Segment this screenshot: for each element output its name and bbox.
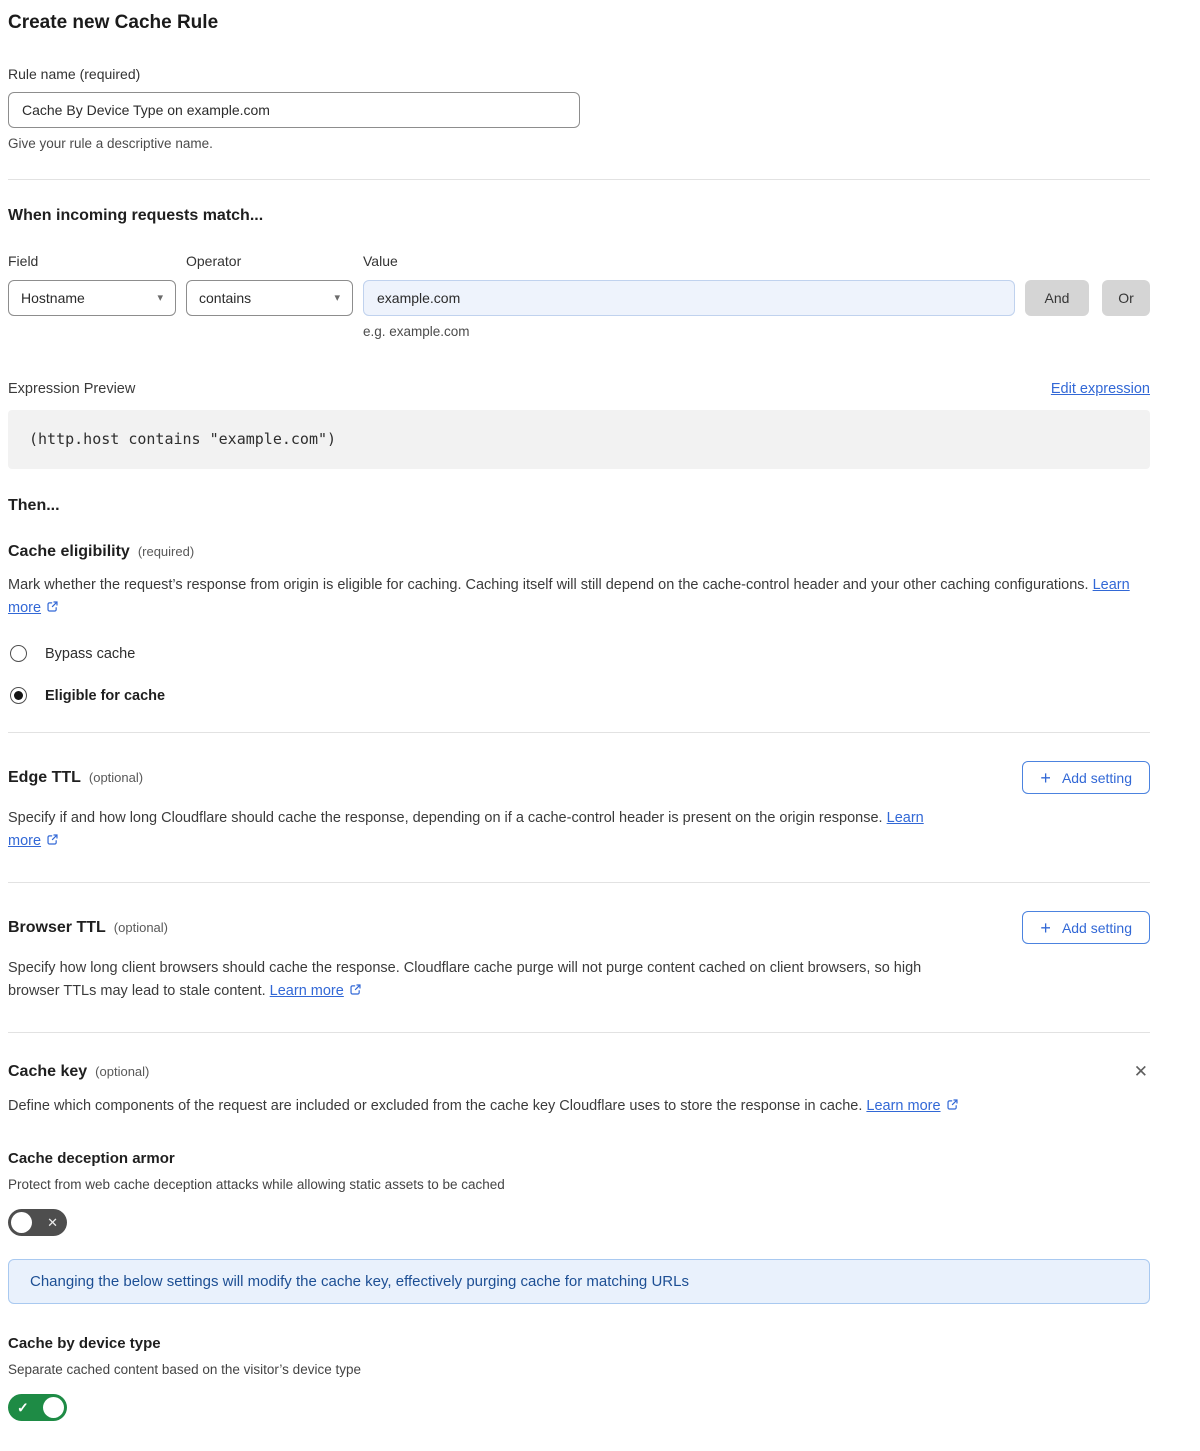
- cache-key-heading: Cache key: [8, 1062, 88, 1080]
- optional-tag: (optional): [95, 1063, 150, 1079]
- edge-ttl-description-text: Specify if and how long Cloudflare should cache the response, depending on if a cache-control header is present on the origin response.: [8, 810, 883, 826]
- cache-eligibility-header: [8, 543, 1150, 561]
- add-setting-label: Add setting: [1061, 919, 1132, 936]
- cache-eligibility-heading: Cache eligibility: [8, 543, 130, 560]
- page-title: Create new Cache Rule: [8, 12, 219, 33]
- chevron-down-icon: ▾: [334, 291, 340, 304]
- external-link-icon: [946, 1096, 959, 1119]
- edge-ttl-header: [8, 761, 1150, 794]
- browser-ttl-heading: Browser TTL: [8, 918, 106, 936]
- expression-preview-box: [8, 410, 1150, 469]
- value-hint: e.g. example.com: [363, 324, 470, 339]
- browser-ttl-description-text: Specify how long client browsers should cache the response. Cloudflare cache purge will not purge content cached on client browsers, so high browser TTLs may lead to stale content.: [8, 960, 922, 999]
- value-input[interactable]: [363, 280, 1015, 316]
- operator-label: Operator: [186, 253, 242, 269]
- radio-label[interactable]: Eligible for cache: [45, 687, 166, 704]
- cache-key-warning-banner: Changing the below settings will modify the cache key, effectively purging cache for matching URLs: [8, 1259, 1150, 1304]
- operator-select-value: contains: [199, 290, 252, 306]
- field-select[interactable]: [8, 280, 176, 316]
- cache-key-description-text: Define which components of the request are included or excluded from the cache key Cloudflare uses to store the response in cache.: [8, 1098, 863, 1114]
- expression-code: (http.host contains "example.com"): [29, 430, 337, 448]
- cache-key-header: [8, 1061, 1150, 1082]
- cache-key-description: [8, 1095, 1008, 1119]
- operator-column: [186, 253, 353, 316]
- browser-ttl-add-setting-button[interactable]: [1022, 911, 1150, 944]
- toggle-knob: [11, 1212, 32, 1233]
- close-icon[interactable]: ✕: [1133, 1062, 1148, 1081]
- rule-name-group: [8, 66, 1150, 151]
- toggle-knob: [43, 1397, 64, 1418]
- andor-buttons: [1015, 253, 1150, 316]
- chevron-down-icon: ▾: [157, 291, 163, 304]
- match-condition-row: [8, 253, 1150, 339]
- operator-select[interactable]: [186, 280, 353, 316]
- toggle-x-icon: ✕: [47, 1214, 58, 1230]
- and-button[interactable]: And: [1025, 280, 1089, 316]
- field-label: Field: [8, 253, 39, 269]
- external-link-icon: [349, 981, 362, 1004]
- cache-key-learn-more-link[interactable]: Learn more: [866, 1098, 941, 1114]
- edit-expression-link[interactable]: Edit expression: [1050, 381, 1150, 397]
- browser-ttl-description: [8, 957, 958, 1004]
- optional-tag: (optional): [113, 919, 168, 935]
- value-label: Value: [363, 253, 398, 269]
- plus-icon: +: [1040, 917, 1051, 938]
- cache-by-device-type-toggle[interactable]: [8, 1394, 67, 1421]
- cache-deception-armor-description: Protect from web cache deception attacks while allowing static assets to be cached: [8, 1177, 505, 1192]
- plus-icon: +: [1040, 767, 1051, 788]
- field-column: [8, 253, 176, 316]
- radio-option-eligible-for-cache[interactable]: [8, 687, 1150, 704]
- edge-ttl-heading: Edge TTL: [8, 768, 81, 786]
- cache-eligibility-description: [8, 574, 1130, 621]
- cache-eligibility-learn-more-link[interactable]: Learn more: [8, 577, 1130, 616]
- browser-ttl-header: [8, 911, 1150, 944]
- divider: [8, 882, 1150, 883]
- required-tag: (required): [137, 544, 195, 559]
- or-button[interactable]: Or: [1102, 280, 1150, 316]
- field-select-value: Hostname: [21, 290, 85, 306]
- radio-button[interactable]: [10, 645, 27, 662]
- value-column: [363, 253, 1015, 339]
- edge-ttl-description: [8, 807, 958, 854]
- optional-tag: (optional): [88, 769, 144, 785]
- browser-ttl-learn-more-link[interactable]: Learn more: [269, 983, 344, 999]
- divider: [8, 179, 1150, 180]
- edge-ttl-add-setting-button[interactable]: [1022, 761, 1150, 794]
- expression-header: [8, 381, 1150, 397]
- add-setting-label: Add setting: [1061, 769, 1132, 786]
- rule-name-help: Give your rule a descriptive name.: [8, 136, 213, 151]
- radio-button-selected[interactable]: [10, 687, 27, 704]
- cache-by-device-type-description: Separate cached content based on the visitor’s device type: [8, 1362, 361, 1377]
- cache-deception-armor-heading: Cache deception armor: [8, 1150, 175, 1167]
- match-heading: When incoming requests match...: [8, 207, 264, 224]
- cache-deception-armor-toggle[interactable]: [8, 1209, 67, 1236]
- radio-label[interactable]: Bypass cache: [45, 645, 136, 662]
- divider: [8, 1032, 1150, 1033]
- cache-eligibility-description-text: Mark whether the request’s response from origin is eligible for caching. Caching itself will still depend on the cache-control header and your other caching configurations.: [8, 577, 1089, 593]
- divider: [8, 732, 1150, 733]
- external-link-icon: [46, 598, 59, 621]
- then-heading: Then...: [8, 497, 60, 514]
- rule-name-label: Rule name (required): [8, 66, 141, 82]
- rule-name-input[interactable]: [8, 92, 580, 128]
- expression-preview-label: Expression Preview: [8, 381, 136, 397]
- edge-ttl-learn-more-link[interactable]: Learn more: [8, 810, 924, 849]
- external-link-icon: [46, 831, 59, 854]
- toggle-check-icon: ✓: [17, 1399, 29, 1416]
- cache-by-device-type-heading: Cache by device type: [8, 1335, 161, 1352]
- radio-option-bypass-cache[interactable]: [8, 645, 1150, 662]
